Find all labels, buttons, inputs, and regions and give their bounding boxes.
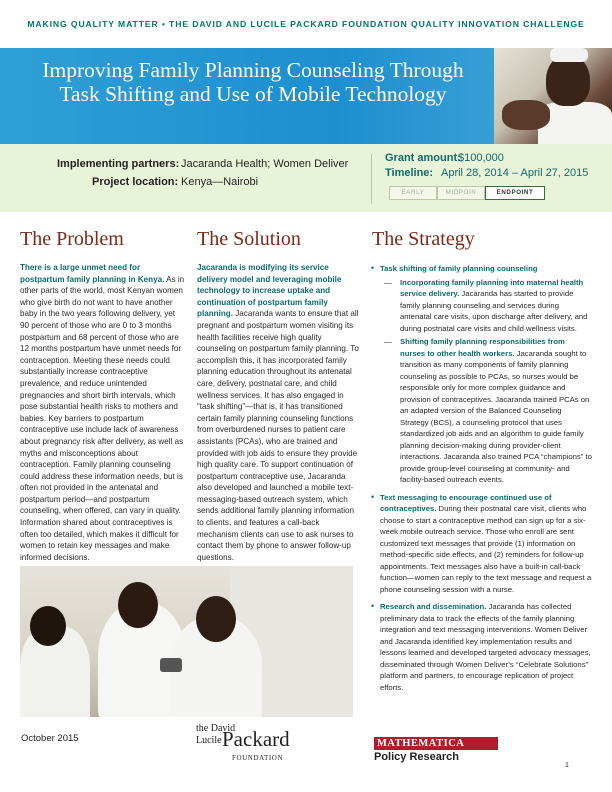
mathematica-subtitle: Policy Research	[374, 751, 459, 763]
subitem1b-lead: Shifting family planning responsibilities from nurses to other health workers.	[400, 337, 565, 358]
packard-line-1: the David	[196, 723, 236, 734]
publication-date: October 2015	[21, 733, 79, 744]
solution-body: Jacaranda wants to ensure that all pregnant and postpartum women visiting its health facilities receive high quality counseling on postpartum family planning. To accomplish this, it has incorporated family planning education throughout its antenatal care, delivery, postnatal care, and child wellness services. It has also engaged in “task shifting”—that is, it has transitioned certain family planning counseling functions from overburdened nurses to patient care assistants (PCAs), who are trained and provided with job aids to ensure they provide high quality care. To support continuation of postpartum contraceptive use, Jacaranda also developed and launched a mobile text-messaging-based outreach system, which sends additional family planning information to clients, and features a call-back mechanism clients can use to ask nurses to contact them by phone to answer follow-up questions.	[197, 309, 359, 562]
title-line-1: Improving Family Planning Counseling Through	[42, 58, 464, 82]
packard-foundation-word: FOUNDATION	[232, 754, 284, 762]
page-number: 1	[565, 762, 569, 769]
title-banner	[0, 48, 612, 144]
nurse-with-baby-photo	[494, 48, 612, 144]
timeline-value: April 28, 2014 – April 27, 2015	[441, 167, 589, 179]
location-value: Kenya—Nairobi	[181, 176, 259, 188]
packard-line-2: Lucile	[196, 735, 222, 746]
item2-lead: Text messaging to encourage continued use of contraceptives.	[380, 492, 552, 513]
strategy-subitem-integration	[380, 277, 592, 335]
strategy-subitem-shifting	[380, 336, 592, 486]
solution-lead: Jacaranda is modifying its service delivery model and leveraging mobile technology to increase uptake and continuation of postpartum family planning.	[197, 263, 342, 319]
packard-foundation-logo	[196, 723, 306, 769]
strategy-list	[370, 263, 592, 699]
packard-name: Packard	[222, 727, 290, 751]
subitem1b-body: Jacaranda sought to transition as many components of family planning counseling as possible to PCAs, so nurses would be responsible only for more complex guidance and provision of contraceptives. Jacaranda trained PCAs on an adapted version of the Balanced Counseling Strategy (BCS), a counseling protocol that uses standardized job aids and an algorithm to guide family planning decision-making during provider-client interactions. Jacaranda also trained PCA “champions” to provide group-level counseling at community- and facility-based outreach events.	[400, 348, 592, 484]
info-divider	[371, 154, 372, 204]
project-info-strip	[0, 144, 612, 212]
health-workers-with-phone-photo	[20, 566, 353, 717]
mathematica-logo	[374, 737, 498, 763]
timeline-label: Timeline:	[385, 167, 434, 179]
partners-value: Jacaranda Health; Women Deliver	[181, 158, 349, 170]
strategy-item-research	[370, 601, 592, 693]
item2-body: During their postnatal care visit, clients who choose to start a contraceptive method can sign up for a six-week mobile outreach service. Those who enroll are sent customized text messages that provide (1) information on method-specific side effects, and (2) reminders for follow-up appointments. Text messages also have a built-in call-back function—women can reply to the text message and request a phone counseling session with a nurse.	[380, 504, 592, 594]
phase-early: EARLY	[389, 186, 437, 200]
mathematica-wordmark: MATHEMATICA	[374, 737, 498, 750]
solution-text	[197, 262, 361, 563]
subitem1a-body: Jacaranda has started to provide family planning counseling and services during antenatal care visits, upon discharge after delivery, and during postnatal care visits and child wellness visits.	[400, 289, 588, 333]
strategy-item-task-shifting	[370, 263, 592, 486]
solution-heading: The Solution	[197, 228, 301, 250]
strategy-item-text-messaging	[370, 492, 592, 596]
grant-value: $100,000	[458, 152, 504, 164]
item3-lead: Research and dissemination.	[380, 602, 487, 611]
page-title	[18, 58, 488, 106]
item3-body: Jacaranda has collected preliminary data to track the effects of the family planning integration and text messaging interventions. Women Deliver and Jacaranda identified key implementation results and lessons learned and developed targeted advocacy messages, disseminated through Women Deliver’s “Celebrate Solutions” platform and partners, to encourage replication of project efforts.	[380, 602, 591, 692]
project-phase-indicator	[389, 186, 545, 200]
problem-text	[20, 262, 186, 563]
phase-midpoint: MIDPOIN	[437, 186, 485, 200]
phase-endpoint: ENDPOINT	[485, 186, 545, 200]
series-kicker: MAKING QUALITY MATTER • THE DAVID AND LUCILE PACKARD FOUNDATION QUALITY INNOVATION CHALLENGE	[27, 19, 585, 29]
top-bar	[0, 0, 612, 48]
title-line-2: Task Shifting and Use of Mobile Technology	[59, 82, 447, 106]
problem-lead: There is a large unmet need for postpartum family planning in Kenya.	[20, 263, 165, 284]
location-label: Project location:	[92, 176, 179, 188]
strategy-heading: The Strategy	[372, 228, 475, 250]
subitem1a-lead: Incorporating family planning into maternal health service delivery.	[400, 277, 584, 298]
partners-label: Implementing partners:	[57, 158, 180, 170]
problem-body: As in other parts of the world, most Kenyan women who give birth do not want to have another baby in the two years following delivery, yet 90 percent of those who are 0 to 3 months postpartum and 68 percent of those who are 12 months postpartum have unmet needs for contraception. Meeting these needs could substantially increase contraceptive prevalence, and reduce unintended pregnancies and short birth intervals, which pose substantial health risks to mothers and babies. Key barriers to postpartum contraceptive use include lack of awareness about pregnancy risk after delivery, as well as myths and misconceptions about contraception. Family planning counseling could address these information needs, but is often not provided in the antenatal and postpartum period—and postpartum counseling, when offered, can vary in quality. Information shared about contraceptives is often too detailed, which makes it difficult for women to retain key messages and make informed decisions.	[20, 274, 185, 562]
grant-label: Grant amount:	[385, 152, 461, 164]
strategy-item1-label: Task shifting of family planning counseling	[380, 264, 538, 273]
problem-heading: The Problem	[20, 228, 124, 250]
